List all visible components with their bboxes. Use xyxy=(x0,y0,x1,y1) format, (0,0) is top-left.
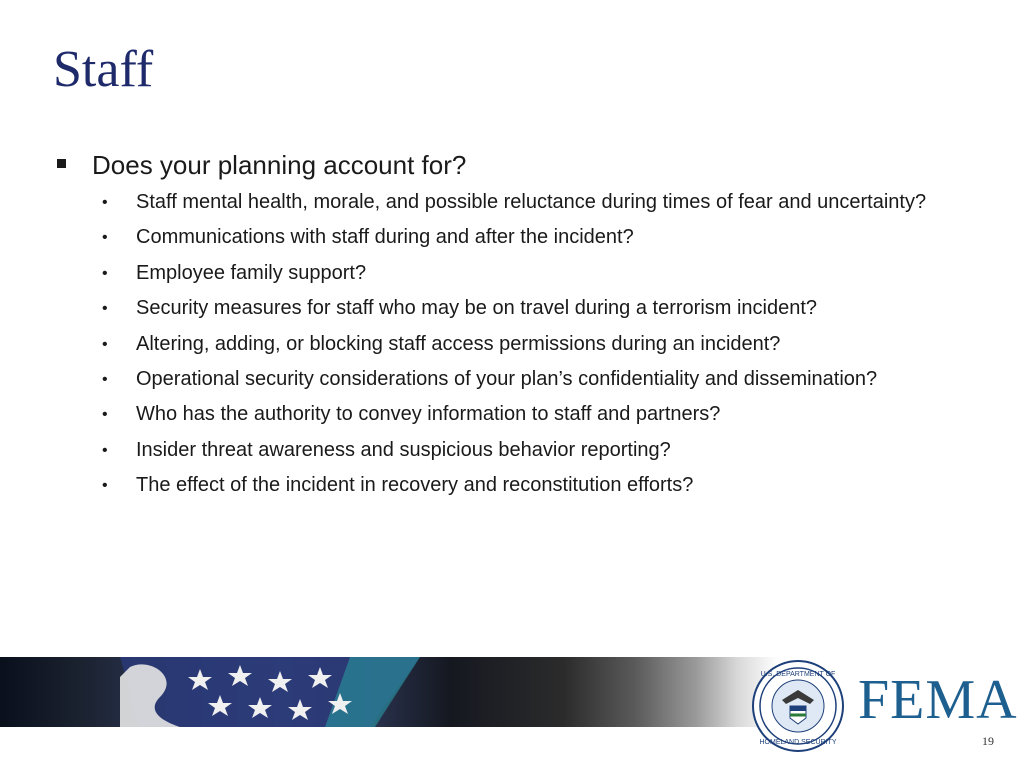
sub-bullet-text: The effect of the incident in recovery and reconstitution efforts? xyxy=(136,474,694,497)
bullet-dot-icon: • xyxy=(102,194,108,211)
bullet-dot-icon: • xyxy=(102,264,108,282)
bullet-dot-icon: • xyxy=(102,406,108,424)
sub-bullet-text: Who has the authority to convey information to staff and partners? xyxy=(136,403,721,426)
bullet-dot-icon: • xyxy=(102,441,108,459)
sub-bullet-text: Altering, adding, or blocking staff access permissions during an incident? xyxy=(136,332,781,355)
slide-content xyxy=(54,148,994,509)
seal-bottom-text: HOMELAND SECURITY xyxy=(759,739,837,746)
seal-top-text: U.S. DEPARTMENT OF xyxy=(760,671,836,678)
sub-bullet-item xyxy=(54,225,994,250)
slide-title: Staff xyxy=(53,41,154,98)
sub-bullet-text: Operational security considerations of your plan’s confidentiality and dissemination? xyxy=(136,367,878,390)
sub-bullet-text: Employee family support? xyxy=(136,261,367,284)
bullet-dot-icon: • xyxy=(102,370,108,388)
bullet-dot-icon: • xyxy=(102,335,108,353)
sub-bullet-text: Communications with staff during and after the incident? xyxy=(136,226,634,249)
square-bullet-icon xyxy=(57,159,66,168)
main-bullet-text: Does your planning account for? xyxy=(92,150,467,180)
sub-bullet-item xyxy=(54,296,994,321)
fema-logo-text: FEMA xyxy=(858,669,1018,731)
sub-bullet-list xyxy=(54,190,994,498)
bullet-dot-icon: • xyxy=(102,300,108,318)
sub-bullet-text: Staff mental health, morale, and possible reluctance during times of fear and uncertainty? xyxy=(136,191,927,213)
sub-bullet-item xyxy=(54,261,994,286)
sub-bullet-item xyxy=(54,402,994,427)
sub-bullet-item xyxy=(54,438,994,463)
sub-bullet-item xyxy=(54,367,994,392)
sub-bullet-item xyxy=(54,332,994,357)
sub-bullet-item xyxy=(54,473,994,498)
bullet-dot-icon: • xyxy=(102,229,108,247)
sub-bullet-item xyxy=(54,190,994,215)
sub-bullet-text: Insider threat awareness and suspicious behavior reporting? xyxy=(136,438,671,461)
dhs-seal-logo xyxy=(752,660,844,752)
bullet-dot-icon: • xyxy=(102,477,108,495)
sub-bullet-text: Security measures for staff who may be on travel during a terrorism incident? xyxy=(136,297,818,320)
flag-image xyxy=(120,657,440,727)
main-bullet xyxy=(54,148,994,182)
flag-stars-icon xyxy=(120,657,440,727)
page-number: 19 xyxy=(982,734,994,748)
